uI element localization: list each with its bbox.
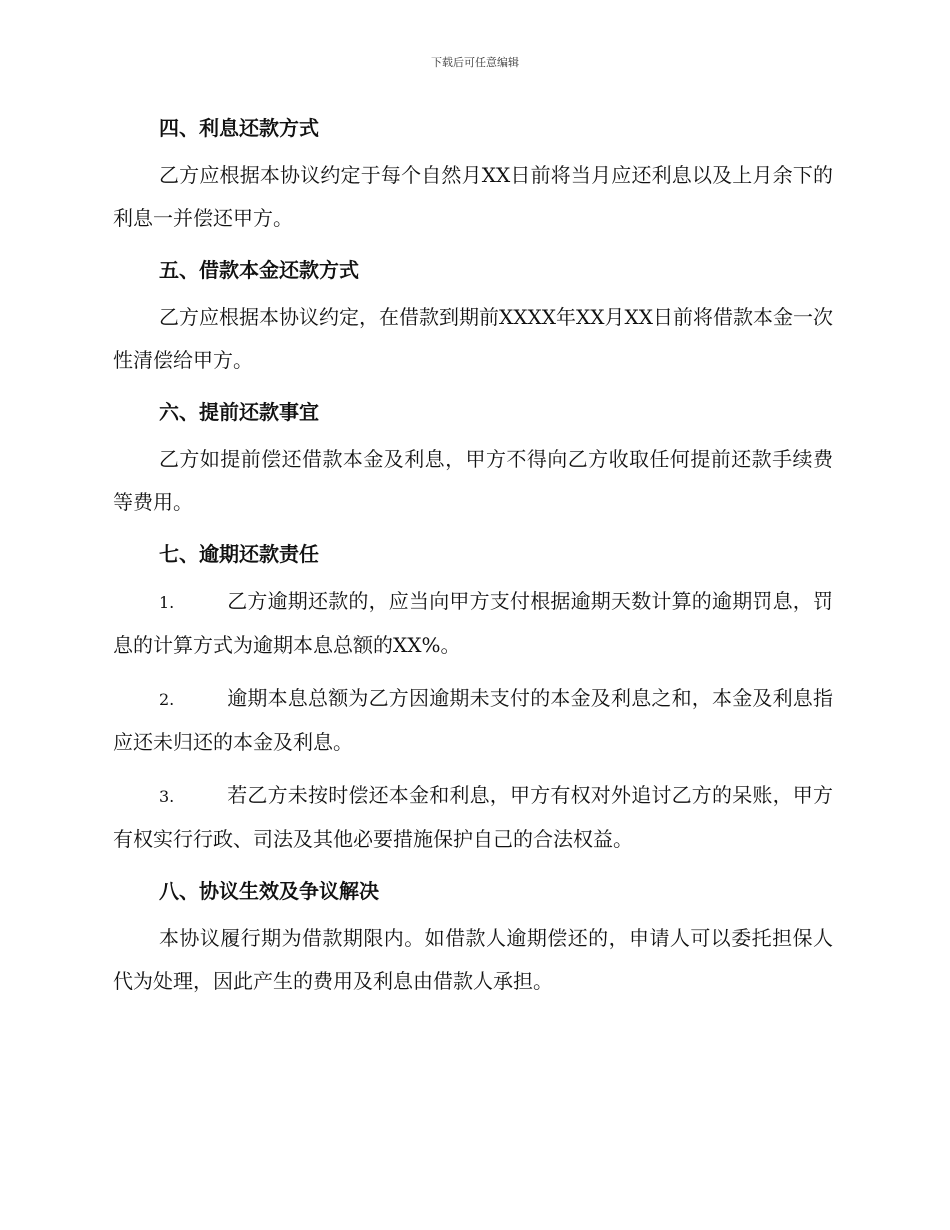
list-item — [113, 677, 833, 764]
section-heading-5: 五、借款本金还款方式 — [159, 258, 359, 282]
document-body — [113, 108, 833, 1013]
list-item-text: 若乙方未按时偿还本金和利息，甲方有权对外追讨乙方的呆账，甲方有权实行行政、司法及其他必要措施保护自己的合法权益。 — [113, 783, 833, 851]
section-paragraph-4: 乙方应根据本协议约定于每个自然月XX日前将当月应还利息以及上月余下的利息一并偿还甲方。 — [113, 163, 833, 230]
list-item-text: 逾期本息总额为乙方因逾期未支付的本金及利息之和，本金及利息指应还未归还的本金及利息。 — [113, 686, 833, 754]
section-paragraph-5: 乙方应根据本协议约定，在借款到期前XXXX年XX月XX日前将借款本金一次性清偿给甲方。 — [113, 305, 833, 372]
section-heading-6: 六、提前还款事宜 — [159, 400, 319, 424]
section-paragraph-8: 本协议履行期为借款期限内。如借款人逾期偿还的，申请人可以委托担保人代为处理，因此产生的费用及利息由借款人承担。 — [113, 926, 833, 993]
section-heading-8: 八、协议生效及争议解决 — [159, 879, 379, 903]
list-item-number: 3. — [159, 787, 175, 806]
section-heading-7: 七、逾期还款责任 — [159, 542, 319, 566]
section-paragraph-6: 乙方如提前偿还借款本金及利息，甲方不得向乙方收取任何提前还款手续费等费用。 — [113, 447, 833, 514]
list-item-text: 乙方逾期还款的，应当向甲方支付根据逾期天数计算的逾期罚息，罚息的计算方式为逾期本息总额的XX%。 — [113, 589, 833, 657]
page-header: 下载后可任意编辑 — [431, 56, 519, 69]
list-item — [113, 774, 833, 861]
list-item-number: 2. — [159, 690, 175, 709]
list-item — [113, 580, 833, 667]
list-item-number: 1. — [159, 593, 175, 612]
section-heading-4: 四、利息还款方式 — [159, 116, 319, 140]
